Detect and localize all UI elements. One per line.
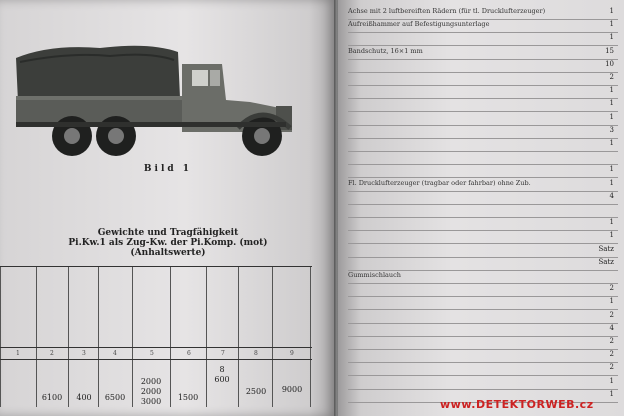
cell-value: 1500 bbox=[177, 393, 199, 402]
table-rule bbox=[0, 359, 312, 361]
equipment-label bbox=[348, 231, 578, 242]
equipment-qty: 1 bbox=[609, 165, 614, 174]
cell-value: 9000 bbox=[281, 385, 303, 394]
equipment-label bbox=[348, 152, 578, 163]
equipment-row bbox=[348, 230, 618, 244]
equipment-label bbox=[348, 311, 578, 322]
equipment-qty: 2 bbox=[609, 350, 614, 359]
equipment-row bbox=[348, 59, 618, 73]
equipment-label bbox=[348, 258, 578, 269]
table-col-line bbox=[98, 267, 99, 407]
equipment-qty: 4 bbox=[609, 191, 614, 200]
equipment-qty: 1 bbox=[609, 376, 614, 385]
figure-caption: Bild 1 bbox=[143, 164, 193, 174]
equipment-label: Bandschutz, 16×1 mm bbox=[348, 46, 423, 55]
equipment-row bbox=[348, 112, 618, 126]
equipment-row bbox=[348, 217, 618, 231]
equipment-row bbox=[348, 19, 618, 33]
equipment-label bbox=[348, 126, 578, 137]
weights-table bbox=[0, 266, 312, 407]
equipment-row bbox=[348, 270, 618, 284]
table-heading-2: Pi.Kw.1 als Zug-Kw. der Pi.Komp. (mot) bbox=[68, 238, 268, 248]
equipment-row bbox=[348, 349, 618, 363]
equipment-row bbox=[348, 283, 618, 297]
cell-value: 6500 bbox=[104, 393, 126, 402]
col-index: 9 bbox=[290, 350, 294, 357]
equipment-label bbox=[348, 284, 578, 295]
col-index: 8 bbox=[254, 350, 258, 357]
equipment-qty: Satz bbox=[598, 244, 614, 253]
col-index: 5 bbox=[150, 350, 154, 357]
col-index: 4 bbox=[113, 350, 117, 357]
equipment-label bbox=[348, 73, 578, 84]
equipment-label bbox=[348, 297, 578, 308]
equipment-qty: 1 bbox=[609, 178, 614, 187]
equipment-qty: 4 bbox=[609, 323, 614, 332]
equipment-row bbox=[348, 376, 618, 390]
equipment-qty: 1 bbox=[609, 7, 614, 15]
equipment-label bbox=[348, 324, 578, 335]
equipment-row bbox=[348, 46, 618, 60]
equipment-label bbox=[348, 350, 578, 361]
equipment-qty: 15 bbox=[605, 46, 614, 55]
equipment-qty: 1 bbox=[609, 297, 614, 306]
equipment-label bbox=[348, 86, 578, 97]
equipment-row bbox=[348, 6, 618, 20]
table-heading-3: (Anhaltswerte) bbox=[130, 248, 206, 258]
equipment-row bbox=[348, 85, 618, 99]
equipment-label bbox=[348, 99, 578, 110]
equipment-row bbox=[348, 323, 618, 337]
equipment-qty: 1 bbox=[609, 389, 614, 398]
equipment-label: Achse mit 2 luftbereiften Rädern (für tl. Drucklufterzeuger) bbox=[348, 7, 546, 15]
equipment-row bbox=[348, 257, 618, 271]
equipment-label: Aufreißhammer auf Befestigungsunterlage bbox=[348, 20, 490, 29]
equipment-row bbox=[348, 204, 618, 218]
col-index: 3 bbox=[82, 350, 86, 357]
equipment-qty: 2 bbox=[609, 363, 614, 372]
equipment-label bbox=[348, 165, 578, 176]
watermark: www.DETEKTORWEB.cz bbox=[440, 398, 594, 411]
equipment-qty: 2 bbox=[609, 337, 614, 345]
cell-value: 6100 bbox=[41, 393, 63, 402]
col-index: 6 bbox=[187, 350, 191, 357]
equipment-qty: 1 bbox=[609, 99, 614, 108]
equipment-label bbox=[348, 192, 578, 203]
equipment-label bbox=[348, 139, 578, 150]
table-col-line bbox=[238, 267, 239, 407]
cell-value: 8 bbox=[219, 365, 225, 374]
equipment-row bbox=[348, 164, 618, 178]
equipment-label bbox=[348, 60, 578, 71]
col-index: 2 bbox=[50, 350, 54, 357]
table-heading-1: Gewichte und Tragfähigkeit bbox=[97, 228, 239, 238]
equipment-label bbox=[348, 363, 578, 374]
table-col-line bbox=[68, 267, 69, 407]
cell-value: 2000 bbox=[140, 387, 162, 396]
equipment-qty: 1 bbox=[609, 112, 614, 121]
cell-value: 400 bbox=[76, 393, 92, 402]
page-header bbox=[40, 0, 300, 8]
equipment-qty: 1 bbox=[609, 231, 614, 240]
table-col-line bbox=[206, 267, 207, 407]
equipment-label bbox=[348, 205, 578, 216]
table-col-line bbox=[170, 267, 171, 407]
cell-value: 3000 bbox=[140, 397, 162, 406]
equipment-label bbox=[348, 113, 578, 124]
equipment-qty: 3 bbox=[609, 125, 614, 134]
equipment-label bbox=[348, 245, 578, 256]
cell-value: 600 bbox=[214, 375, 230, 384]
table-col-line bbox=[36, 267, 37, 407]
table-col-line bbox=[0, 267, 1, 407]
equipment-qty: 1 bbox=[609, 86, 614, 95]
table-rule bbox=[0, 347, 312, 349]
equipment-row bbox=[348, 244, 618, 258]
equipment-qty: 2 bbox=[609, 284, 614, 293]
equipment-row bbox=[348, 72, 618, 86]
equipment-qty: 10 bbox=[605, 59, 614, 68]
equipment-label bbox=[348, 218, 578, 229]
equipment-qty: Satz bbox=[598, 257, 614, 266]
equipment-row bbox=[348, 98, 618, 112]
truck-illustration bbox=[10, 40, 302, 162]
equipment-qty: 1 bbox=[609, 33, 614, 42]
equipment-row bbox=[348, 296, 618, 310]
equipment-label: Fl. Drucklufterzeuger (tragbar oder fahrbar) ohne Zub. bbox=[348, 178, 531, 187]
equipment-row bbox=[348, 125, 618, 139]
cell-value: 2500 bbox=[245, 387, 267, 396]
equipment-row bbox=[348, 178, 618, 192]
equipment-row bbox=[348, 191, 618, 205]
equipment-qty: 2 bbox=[609, 310, 614, 319]
equipment-row bbox=[348, 362, 618, 376]
equipment-qty: 2 bbox=[609, 73, 614, 81]
equipment-label: Gummischlauch bbox=[348, 271, 401, 279]
equipment-qty: 1 bbox=[609, 139, 614, 147]
equipment-label bbox=[348, 377, 578, 388]
col-index: 7 bbox=[221, 350, 225, 357]
equipment-label bbox=[348, 337, 578, 348]
equipment-row bbox=[348, 336, 618, 350]
equipment-qty: 1 bbox=[609, 218, 614, 227]
col-index: 1 bbox=[16, 350, 20, 357]
equipment-row bbox=[348, 310, 618, 324]
table-col-line bbox=[132, 267, 133, 407]
equipment-row bbox=[348, 32, 618, 46]
equipment-row bbox=[348, 138, 618, 152]
equipment-row bbox=[348, 151, 618, 165]
equipment-qty: 1 bbox=[609, 20, 614, 29]
cell-value: 2000 bbox=[140, 377, 162, 386]
equipment-label bbox=[348, 33, 578, 44]
